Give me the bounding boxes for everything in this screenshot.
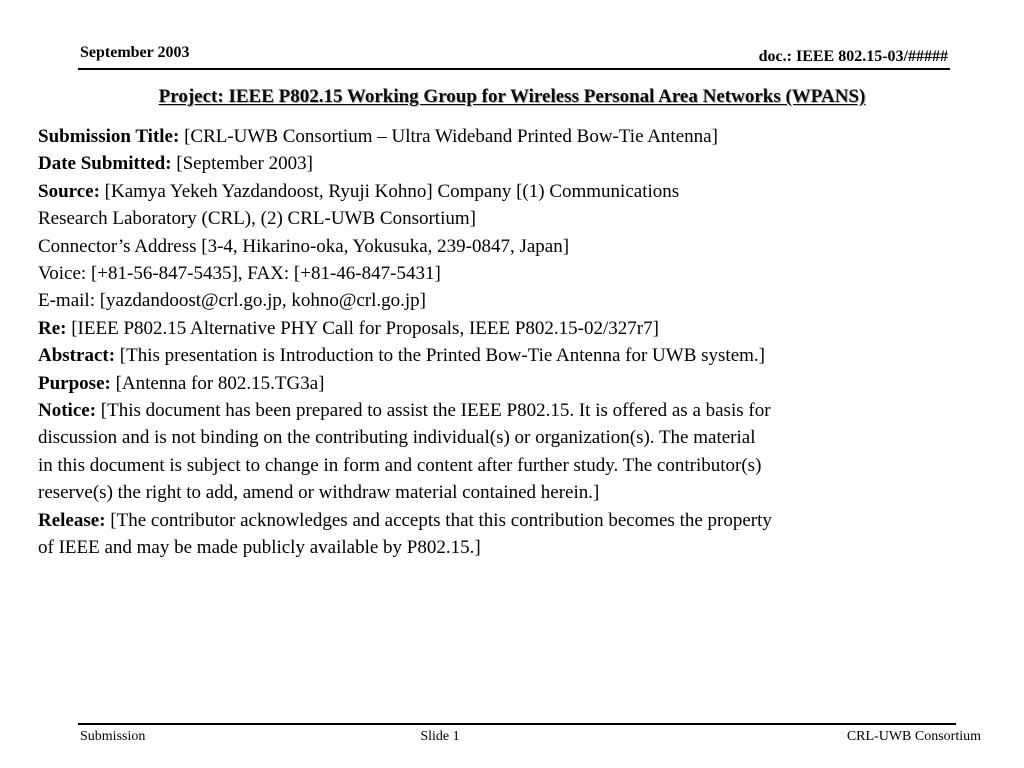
- source-value-line2: Research Laboratory (CRL), (2) CRL-UWB Consortium]: [38, 208, 476, 230]
- footer-organization: CRL-UWB Consortium: [846, 729, 981, 744]
- header-date: September 2003: [80, 44, 190, 61]
- footer-divider: [78, 723, 956, 725]
- date-submitted-line: [38, 150, 998, 177]
- source-line: [38, 178, 998, 205]
- notice-text-line1: [This document has been prepared to assist the IEEE P802.15. It is offered as a basis for: [100, 400, 771, 422]
- notice-text-line3: in this document is subject to change in form and content after further study. The contributor(s): [38, 454, 762, 476]
- notice-text-line4: reserve(s) the right to add, amend or withdraw material contained herein.]: [38, 482, 600, 504]
- release-label: Release:: [38, 509, 106, 531]
- header-divider: [78, 68, 950, 70]
- notice-label: Notice:: [38, 400, 97, 422]
- release-text-line1: [The contributor acknowledges and accepts that this contribution becomes the property: [110, 509, 772, 531]
- footer-slide-number: Slide 1: [420, 729, 460, 744]
- purpose-value: [Antenna for 802.15.TG3a]: [115, 372, 325, 394]
- purpose-label: Purpose:: [38, 372, 111, 394]
- submission-title-value: [CRL-UWB Consortium – Ultra Wideband Printed Bow-Tie Antenna]: [184, 126, 718, 147]
- source-label: Source:: [38, 180, 100, 202]
- abstract-value: [This presentation is Introduction to the Printed Bow-Tie Antenna for UWB system.]: [119, 345, 765, 367]
- re-value: [IEEE P802.15 Alternative PHY Call for Proposals, IEEE P802.15-02/327r7]: [71, 317, 659, 339]
- project-title: Project: IEEE P802.15 Working Group for Wireless Personal Area Networks (WPANS): [158, 86, 866, 107]
- release-line1: [38, 507, 998, 534]
- re-label: Re:: [38, 317, 67, 339]
- abstract-line: [38, 342, 998, 369]
- notice-line1: [38, 397, 998, 424]
- email: E-mail: [yazdandoost@crl.go.jp, kohno@crl.go.jp]: [38, 290, 426, 312]
- submission-title-line: [38, 123, 998, 150]
- release-text-line2: of IEEE and may be made publicly available by P802.15.]: [38, 537, 481, 559]
- footer-submission: Submission: [80, 729, 146, 744]
- date-submitted-label: Date Submitted:: [38, 153, 172, 175]
- submission-details: [38, 123, 998, 562]
- notice-text-line2: discussion and is not binding on the contributing individual(s) or organization(s). The material: [38, 427, 756, 449]
- connector-address: Connector’s Address [3-4, Hikarino-oka, Yokusuka, 239-0847, Japan]: [38, 235, 570, 257]
- purpose-line: [38, 370, 998, 397]
- abstract-label: Abstract:: [38, 345, 116, 367]
- submission-title-label: Submission Title:: [38, 126, 180, 147]
- re-line: [38, 315, 998, 342]
- date-submitted-value: [September 2003]: [176, 153, 313, 175]
- voice-fax: Voice: [+81-56-847-5435], FAX: [+81-46-847-5431]: [38, 263, 441, 285]
- header-doc-id: doc.: IEEE 802.15-03/#####: [758, 48, 948, 65]
- source-value-line1: [Kamya Yekeh Yazdandoost, Ryuji Kohno] Company [(1) Communications: [104, 180, 680, 202]
